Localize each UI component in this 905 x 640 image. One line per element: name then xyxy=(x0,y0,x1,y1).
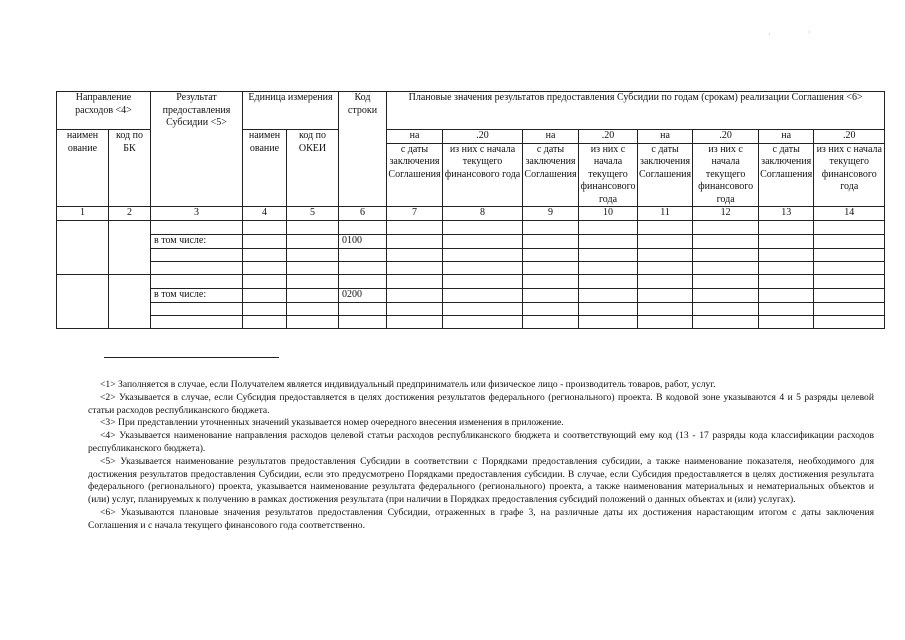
cell[interactable] xyxy=(443,234,523,248)
footnote-separator xyxy=(104,357,279,358)
col-num: 11 xyxy=(638,207,693,221)
cell[interactable] xyxy=(243,220,287,234)
table-row xyxy=(57,261,885,274)
header-row-2 xyxy=(57,130,885,144)
including-label-1: в том числе: xyxy=(151,234,243,248)
cell[interactable] xyxy=(339,220,387,234)
cell[interactable] xyxy=(693,315,759,328)
col-num: 8 xyxy=(443,207,523,221)
cell[interactable] xyxy=(151,248,243,261)
cell[interactable] xyxy=(579,261,638,274)
cell[interactable] xyxy=(523,274,579,288)
cell[interactable] xyxy=(151,220,243,234)
cell[interactable] xyxy=(759,248,814,261)
cell[interactable] xyxy=(443,302,523,315)
cell[interactable] xyxy=(638,220,693,234)
col-num: 10 xyxy=(579,207,638,221)
table-row xyxy=(57,248,885,261)
cell[interactable] xyxy=(151,315,243,328)
col-num: 6 xyxy=(339,207,387,221)
col-num: 4 xyxy=(243,207,287,221)
cell[interactable] xyxy=(387,261,443,274)
cell[interactable] xyxy=(693,288,759,302)
cell[interactable] xyxy=(287,288,339,302)
header-row-1 xyxy=(57,92,885,130)
cell[interactable] xyxy=(759,288,814,302)
cell[interactable] xyxy=(443,220,523,234)
cell[interactable] xyxy=(151,302,243,315)
cell[interactable] xyxy=(638,288,693,302)
cell[interactable] xyxy=(287,234,339,248)
cell[interactable] xyxy=(693,220,759,234)
col-num: 3 xyxy=(151,207,243,221)
header-result-cont xyxy=(151,130,243,207)
footnote-2: <2> Указывается в случае, если Субсидия предоставляется в целях достижения результатов федерального (регионального) проекта. В кодовой зоне указываются 4 и 5 разряды целевой статьи расходов республиканского бюджета. xyxy=(88,391,874,416)
date-label-year-1: .20 xyxy=(443,130,523,144)
date-label-on-1: на xyxy=(387,130,443,144)
date-label-year-3: .20 xyxy=(693,130,759,144)
col-num: 13 xyxy=(759,207,814,221)
cell-bk-code[interactable] xyxy=(109,274,151,328)
cell[interactable] xyxy=(523,302,579,315)
cell[interactable] xyxy=(759,302,814,315)
date-label-year-4: .20 xyxy=(814,130,885,144)
header-from-year-start-1: из них с начала текущего финансового года xyxy=(443,143,523,207)
cell[interactable] xyxy=(523,234,579,248)
results-table-container xyxy=(56,91,885,329)
header-bk-code: код по БК xyxy=(109,130,151,207)
cell[interactable] xyxy=(243,274,287,288)
cell[interactable] xyxy=(759,234,814,248)
table-row xyxy=(57,220,885,234)
header-unit-name: наимен ование xyxy=(243,130,287,207)
cell[interactable] xyxy=(638,248,693,261)
cell[interactable] xyxy=(243,261,287,274)
cell[interactable] xyxy=(387,315,443,328)
table-row xyxy=(57,288,885,302)
cell[interactable] xyxy=(523,248,579,261)
results-table xyxy=(56,91,885,329)
header-from-year-start-3: из них с начала текущего финансового года xyxy=(693,143,759,207)
footnote-4: <4> Указывается наименование направления расходов целевой статьи расходов республиканского бюджета и соответствующий ему код (13 - 17 разряды кода классификации расходов республиканского бюджета). xyxy=(88,430,874,454)
cell[interactable] xyxy=(759,261,814,274)
table-row xyxy=(57,274,885,288)
header-from-agreement-2: с даты заключения Соглашения xyxy=(523,143,579,207)
date-label-year-2: .20 xyxy=(579,130,638,144)
cell[interactable] xyxy=(243,234,287,248)
footnote-3: <3> При представлении уточненных значений указывается номер очередного внесения изменения в приложение. xyxy=(100,417,564,429)
header-direction-name: наимен ование xyxy=(57,130,109,207)
header-okei-code: код по ОКЕИ xyxy=(287,130,339,207)
col-num: 12 xyxy=(693,207,759,221)
cell[interactable] xyxy=(339,315,387,328)
cell[interactable] xyxy=(814,302,885,315)
date-label-on-3: на xyxy=(638,130,693,144)
cell[interactable] xyxy=(759,315,814,328)
header-line-code: Код строки xyxy=(339,92,387,130)
cell[interactable] xyxy=(638,302,693,315)
cell[interactable] xyxy=(579,302,638,315)
cell[interactable] xyxy=(287,248,339,261)
cell-bk-code[interactable] xyxy=(109,220,151,274)
header-from-agreement-3: с даты заключения Соглашения xyxy=(638,143,693,207)
cell[interactable] xyxy=(443,288,523,302)
cell[interactable] xyxy=(339,261,387,274)
cell[interactable] xyxy=(638,261,693,274)
cell[interactable] xyxy=(443,261,523,274)
col-num: 2 xyxy=(109,207,151,221)
cell[interactable] xyxy=(638,315,693,328)
column-numbers-row xyxy=(57,207,885,221)
cell[interactable] xyxy=(814,315,885,328)
cell[interactable] xyxy=(339,274,387,288)
including-label-2: в том числе: xyxy=(151,288,243,302)
header-line-code-cont xyxy=(339,130,387,207)
cell[interactable] xyxy=(579,220,638,234)
cell[interactable] xyxy=(387,220,443,234)
cell[interactable] xyxy=(579,315,638,328)
header-plan-values: Плановые значения результатов предоставления Субсидии по годам (срокам) реализации Соглашения <6> xyxy=(387,92,885,130)
cell[interactable] xyxy=(287,274,339,288)
cell[interactable] xyxy=(151,274,243,288)
cell[interactable] xyxy=(287,315,339,328)
cell[interactable] xyxy=(814,248,885,261)
table-row xyxy=(57,234,885,248)
cell[interactable] xyxy=(243,315,287,328)
cell[interactable] xyxy=(151,261,243,274)
cell[interactable] xyxy=(243,288,287,302)
cell[interactable] xyxy=(287,302,339,315)
footnotes xyxy=(88,379,874,533)
cell[interactable] xyxy=(523,220,579,234)
cell[interactable] xyxy=(243,248,287,261)
cell[interactable] xyxy=(339,302,387,315)
cell[interactable] xyxy=(387,288,443,302)
col-num: 5 xyxy=(287,207,339,221)
footnote-5: <5> Указывается наименование результатов предоставления Субсидии в соответствии с Порядками предоставления субсидии, а также наименование показателя, необходимого для достижения результатов предоставления Субсидии, если это предусмотрено Порядками предоставления субсидии. В случае, если Субсидия предоставляется в целях достижения результата федерального (регионального) проекта, указывается наименование результата федерального (регионального) проекта, а также наименования материальных и нематериальных объектов и (или) услуг, планируемых к получению в рамках достижения результата (при наличии в Порядках предоставления субсидий положений о данных объектах и (или) услугах). xyxy=(88,455,874,506)
cell[interactable] xyxy=(443,315,523,328)
cell[interactable] xyxy=(287,261,339,274)
line-code-0200: 0200 xyxy=(339,288,387,302)
scan-mark: · xyxy=(808,28,811,37)
table-row xyxy=(57,315,885,328)
line-code-0100: 0100 xyxy=(339,234,387,248)
header-direction: Направление расходов <4> xyxy=(57,92,151,130)
cell[interactable] xyxy=(387,248,443,261)
cell[interactable] xyxy=(814,220,885,234)
footnote-1: <1> Заполняется в случае, если Получателем является индивидуальный предприниматель или физическое лицо - производитель товаров, работ, услуг. xyxy=(100,379,716,390)
cell[interactable] xyxy=(339,248,387,261)
cell[interactable] xyxy=(579,274,638,288)
col-num: 14 xyxy=(814,207,885,221)
date-label-on-4: на xyxy=(759,130,814,144)
date-label-on-2: на xyxy=(523,130,579,144)
cell[interactable] xyxy=(243,302,287,315)
cell[interactable] xyxy=(638,234,693,248)
cell[interactable] xyxy=(814,261,885,274)
cell-direction-name[interactable] xyxy=(57,220,109,274)
header-from-agreement-4: с даты заключения Соглашения xyxy=(759,143,814,207)
cell[interactable] xyxy=(443,248,523,261)
col-num: 9 xyxy=(523,207,579,221)
cell[interactable] xyxy=(693,274,759,288)
header-unit: Единица измерения xyxy=(243,92,339,130)
header-from-agreement-1: с даты заключения Соглашения xyxy=(387,143,443,207)
col-num: 1 xyxy=(57,207,109,221)
cell-direction-name[interactable] xyxy=(57,274,109,328)
cell[interactable] xyxy=(579,248,638,261)
cell[interactable] xyxy=(387,302,443,315)
header-result: Результат предоставления Субсидии <5> xyxy=(151,92,243,130)
scan-mark: · xyxy=(768,30,771,39)
cell[interactable] xyxy=(693,248,759,261)
header-from-year-start-2: из них с начала текущего финансового года xyxy=(579,143,638,207)
cell[interactable] xyxy=(579,234,638,248)
cell[interactable] xyxy=(759,274,814,288)
cell[interactable] xyxy=(387,274,443,288)
cell[interactable] xyxy=(693,234,759,248)
header-from-year-start-4: из них с начала текущего финансового года xyxy=(814,143,885,207)
cell[interactable] xyxy=(638,274,693,288)
cell[interactable] xyxy=(579,288,638,302)
cell[interactable] xyxy=(814,234,885,248)
footnote-6: <6> Указываются плановые значения результатов предоставления Субсидии, отраженных в графе 3, на различные даты их достижения нарастающим итогом с даты заключения Соглашения и с начала текущего финансового года соответственно. xyxy=(88,506,874,531)
cell[interactable] xyxy=(693,261,759,274)
cell[interactable] xyxy=(523,261,579,274)
cell[interactable] xyxy=(759,220,814,234)
cell[interactable] xyxy=(523,315,579,328)
cell[interactable] xyxy=(523,288,579,302)
cell[interactable] xyxy=(443,274,523,288)
cell[interactable] xyxy=(814,288,885,302)
cell[interactable] xyxy=(693,302,759,315)
cell[interactable] xyxy=(287,220,339,234)
cell[interactable] xyxy=(387,234,443,248)
table-row xyxy=(57,302,885,315)
cell[interactable] xyxy=(814,274,885,288)
col-num: 7 xyxy=(387,207,443,221)
